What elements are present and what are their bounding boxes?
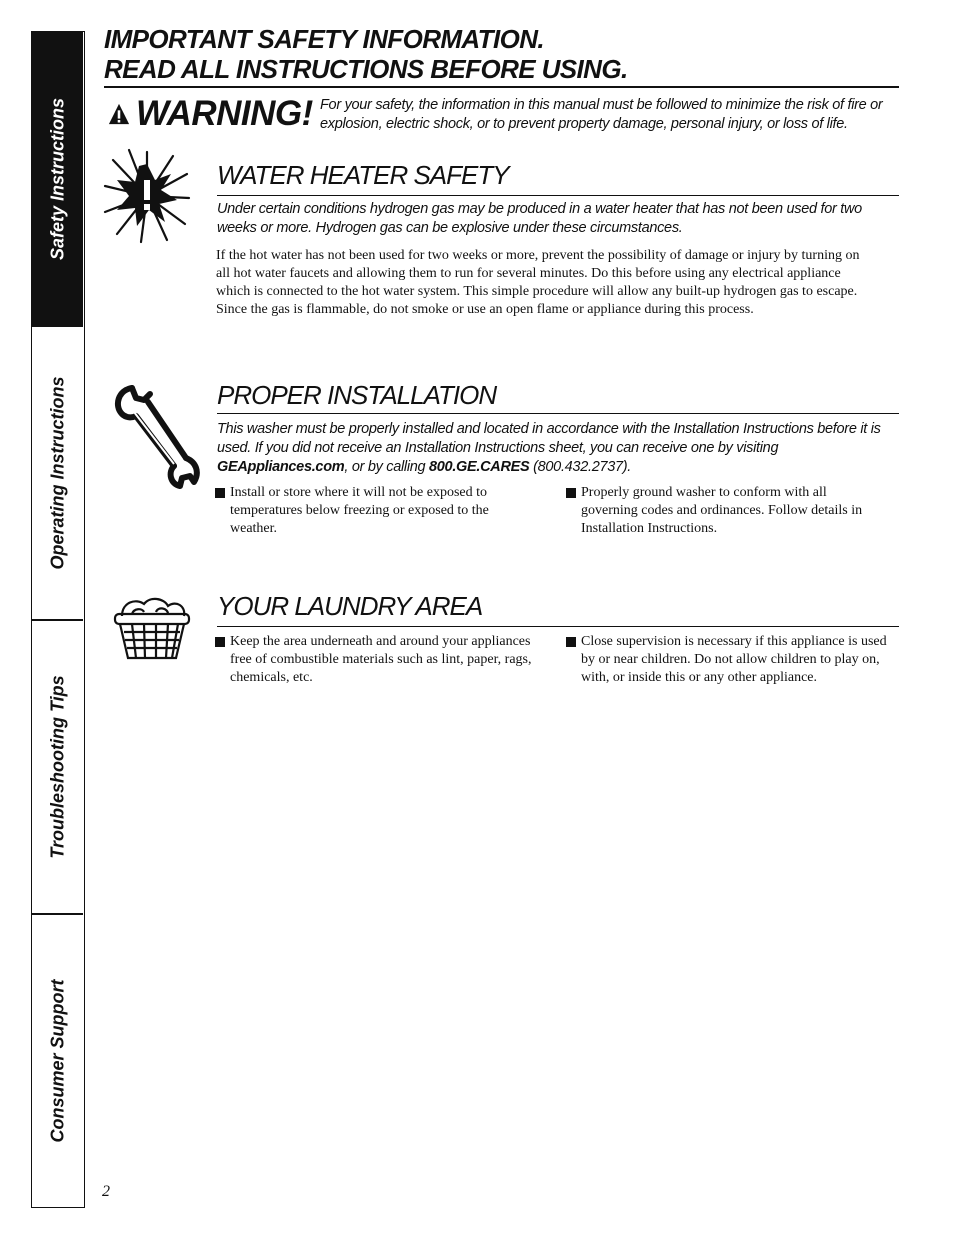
section-heading-water-heater: WATER HEATER SAFETY <box>217 160 509 190</box>
list-item <box>566 633 896 687</box>
water-heater-intro: Under certain conditions hydrogen gas may be produced in a water heater that has not been used for two weeks or more. Hydrogen gas can be explosive under these circumstances. <box>217 201 862 236</box>
warning-word: WARNING! <box>136 94 313 133</box>
installation-intro-text: (800.432.2737). <box>529 459 632 475</box>
section-divider <box>217 195 899 196</box>
title-divider <box>104 86 899 88</box>
tab-safety-instructions[interactable] <box>32 32 83 327</box>
page-title-line2: READ ALL INSTRUCTIONS BEFORE USING. <box>104 54 628 84</box>
tab-label: Troubleshooting Tips <box>47 675 67 859</box>
bullet-square-icon <box>566 637 576 647</box>
laundry-basket-icon <box>112 596 192 666</box>
wrench-icon <box>110 382 200 492</box>
warning-text: For your safety, the information in this manual must be followed to minimize the risk of fire or explosion, electric shock, or to prevent property damage, personal injury, or loss of life. <box>320 97 883 132</box>
tab-label: Safety Instructions <box>47 97 67 260</box>
tab-troubleshooting-tips[interactable] <box>32 621 83 915</box>
page-title <box>104 24 899 84</box>
section-heading-laundry-area: YOUR LAUNDRY AREA <box>217 591 483 621</box>
tab-operating-instructions[interactable] <box>32 327 83 621</box>
tab-label: Consumer Support <box>47 978 67 1143</box>
section-divider <box>217 413 899 414</box>
page-number: 2 <box>102 1183 110 1200</box>
bullet-square-icon <box>215 637 225 647</box>
bullet-square-icon <box>215 488 225 498</box>
bullet-square-icon <box>566 488 576 498</box>
water-heater-body: If the hot water has not been used for two weeks or more, prevent the possibility of damage or injury by turning on all hot water faucets and allowing them to run for several minutes. Do this before using any electrical appliance which is connected to the hot water system. This simple procedure will allow any built-up hydrogen gas to escape. Since the gas is flammable, do not smoke or use an open flame or appliance during this process. <box>216 248 860 317</box>
installation-intro-text: , or by calling <box>344 459 430 475</box>
section-divider <box>217 626 899 627</box>
list-item-text: Keep the area underneath and around your appliances free of combustible materials such as lint, paper, rags, chemicals, etc. <box>230 634 532 685</box>
page-title-line1: IMPORTANT SAFETY INFORMATION. <box>104 24 544 54</box>
phone-number: 800.GE.CARES <box>429 459 530 475</box>
warning-triangle-icon <box>108 103 130 125</box>
warning-heading <box>108 94 313 134</box>
tab-consumer-support[interactable] <box>32 915 83 1206</box>
list-item-text: Properly ground washer to conform with all governing codes and ordinances. Follow details in Installation Instructions. <box>581 485 863 536</box>
list-item <box>215 633 545 687</box>
explosion-icon <box>103 148 191 244</box>
list-item <box>566 484 886 538</box>
installation-intro <box>217 420 897 477</box>
website-link[interactable]: GEAppliances.com <box>217 459 345 475</box>
list-item <box>215 484 520 538</box>
installation-intro-text: This washer must be properly installed and located in accordance with the Installation Instructions before it is used. If you did not receive an Installation Instructions sheet, you can receive one by visiting <box>217 421 881 456</box>
section-tab-bar <box>31 31 85 1208</box>
list-item-text: Install or store where it will not be exposed to temperatures below freezing or exposed to the weather. <box>230 485 489 536</box>
section-heading-installation: PROPER INSTALLATION <box>217 380 497 410</box>
list-item-text: Close supervision is necessary if this appliance is used by or near children. Do not allow children to play on, with, or inside this or any other appliance. <box>581 634 887 685</box>
tab-label: Operating Instructions <box>47 376 67 570</box>
